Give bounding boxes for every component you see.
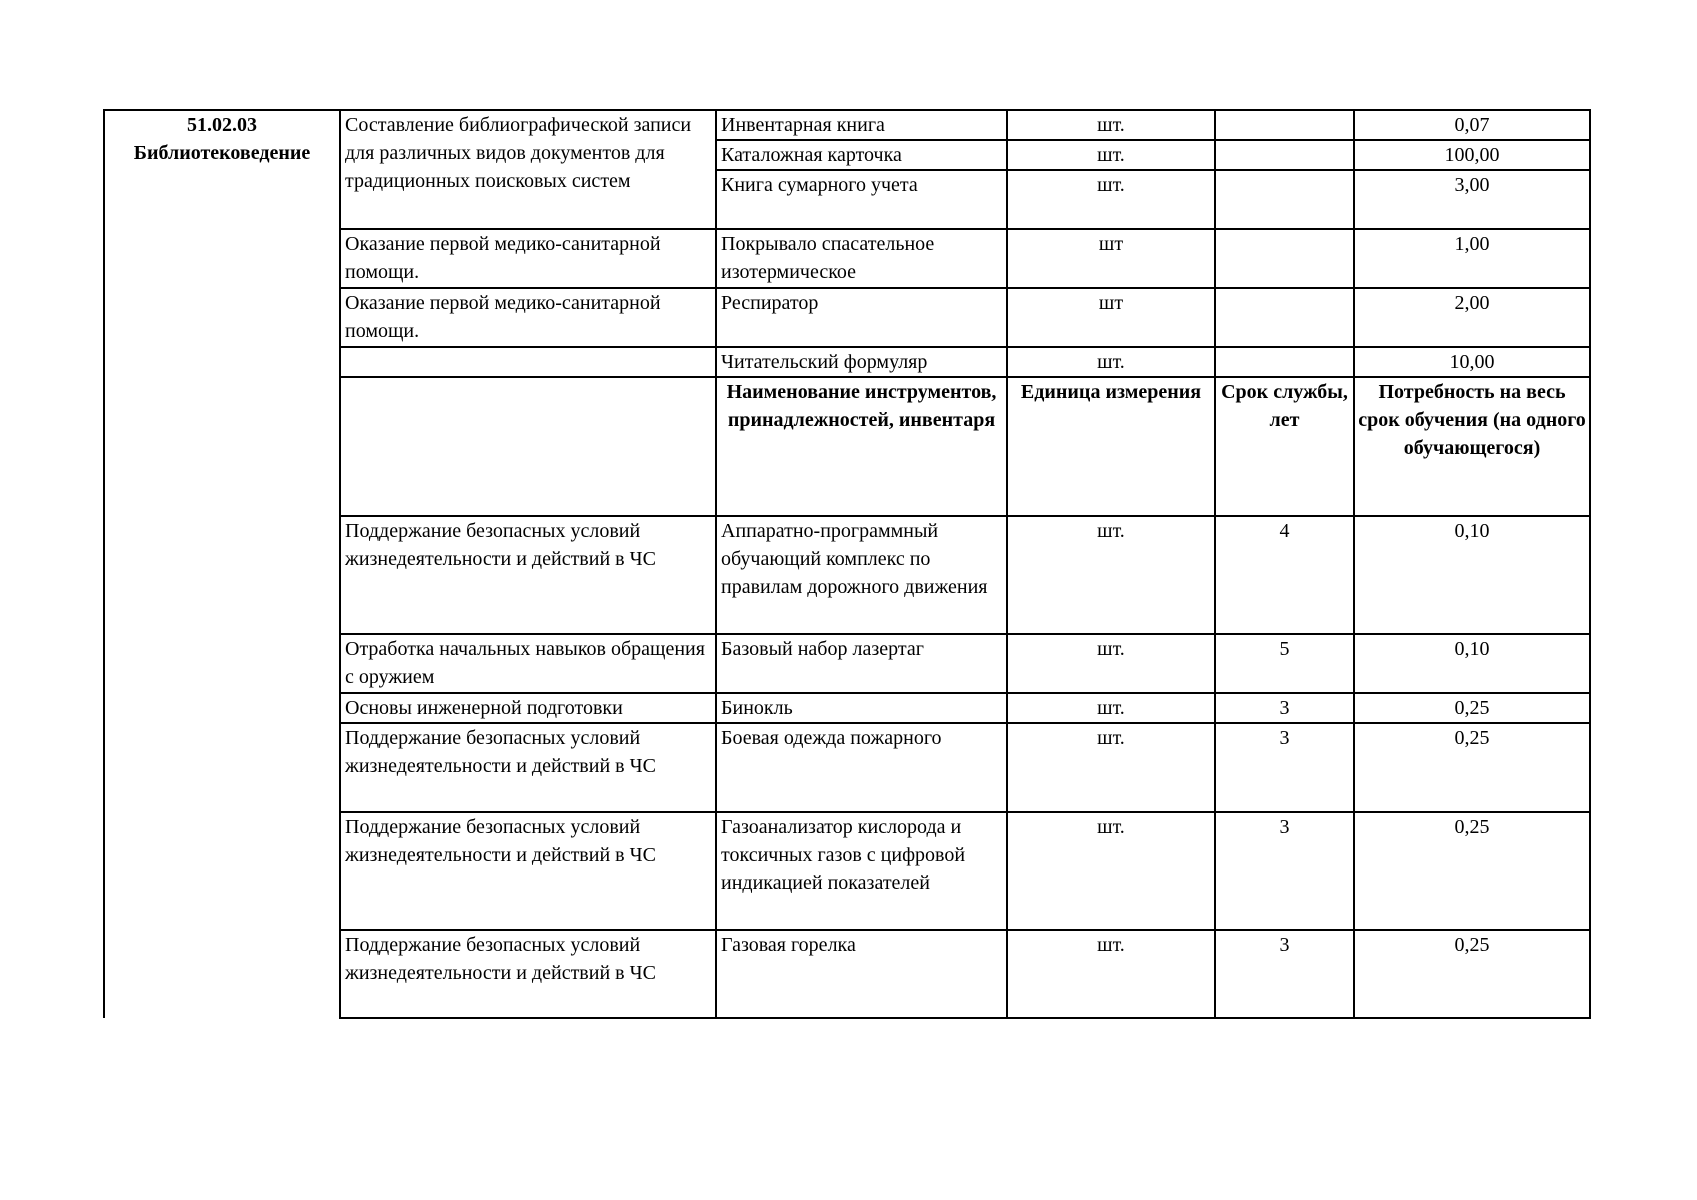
- item-cell: Газоанализатор кислорода и токсичных газов с цифровой индикацией показателей: [716, 812, 1007, 930]
- activity-cell: Составление библиографической записи для различных видов документов для традиционных поисковых систем: [340, 110, 716, 229]
- need-cell: 0,25: [1354, 812, 1590, 930]
- activity-cell: Оказание первой медико-санитарной помощи.: [340, 229, 716, 288]
- unit-cell: шт: [1007, 288, 1215, 347]
- need-cell: 0,25: [1354, 723, 1590, 812]
- table-row: [104, 110, 1590, 140]
- unit-cell: шт.: [1007, 634, 1215, 693]
- item-cell: Покрывало спасательное изотермическое: [716, 229, 1007, 288]
- life-cell: [1215, 347, 1354, 377]
- unit-cell: шт.: [1007, 693, 1215, 723]
- activity-cell: Поддержание безопасных условий жизнедеятельности и действий в ЧС: [340, 812, 716, 930]
- unit-cell: шт.: [1007, 930, 1215, 1018]
- header-need: Потребность на весь срок обучения (на одного обучающегося): [1354, 377, 1590, 516]
- specialty-code: 51.02.03: [187, 114, 257, 136]
- item-cell: Респиратор: [716, 288, 1007, 347]
- need-cell: 1,00: [1354, 229, 1590, 288]
- life-cell: 3: [1215, 693, 1354, 723]
- unit-cell: шт.: [1007, 170, 1215, 229]
- life-cell: 3: [1215, 930, 1354, 1018]
- need-cell: 0,25: [1354, 693, 1590, 723]
- life-cell: 3: [1215, 812, 1354, 930]
- item-cell: Базовый набор лазертаг: [716, 634, 1007, 693]
- need-cell: 100,00: [1354, 140, 1590, 170]
- specialty-cell: [104, 110, 340, 1018]
- unit-cell: шт.: [1007, 812, 1215, 930]
- item-cell: Аппаратно-программный обучающий комплекс по правилам дорожного движения: [716, 516, 1007, 634]
- activity-cell: Оказание первой медико-санитарной помощи.: [340, 288, 716, 347]
- header-empty-cell: [340, 377, 716, 516]
- life-cell: [1215, 229, 1354, 288]
- life-cell: 4: [1215, 516, 1354, 634]
- activity-cell: Отработка начальных навыков обращения с оружием: [340, 634, 716, 693]
- need-cell: 0,10: [1354, 634, 1590, 693]
- life-cell: [1215, 140, 1354, 170]
- header-life: Срок службы, лет: [1215, 377, 1354, 516]
- item-cell: Газовая горелка: [716, 930, 1007, 1018]
- activity-cell: Основы инженерной подготовки: [340, 693, 716, 723]
- item-cell: Инвентарная книга: [716, 110, 1007, 140]
- unit-cell: шт.: [1007, 516, 1215, 634]
- need-cell: 0,25: [1354, 930, 1590, 1018]
- need-cell: 0,07: [1354, 110, 1590, 140]
- activity-cell: Поддержание безопасных условий жизнедеятельности и действий в ЧС: [340, 930, 716, 1018]
- life-cell: 3: [1215, 723, 1354, 812]
- header-name: Наименование инструментов, принадлежностей, инвентаря: [716, 377, 1007, 516]
- life-cell: [1215, 288, 1354, 347]
- specialty-name: Библиотековедение: [133, 142, 311, 164]
- need-cell: 0,10: [1354, 516, 1590, 634]
- header-unit: Единица измерения: [1007, 377, 1215, 516]
- need-cell: 2,00: [1354, 288, 1590, 347]
- item-cell: Читательский формуляр: [716, 347, 1007, 377]
- life-cell: [1215, 170, 1354, 229]
- activity-cell: Поддержание безопасных условий жизнедеятельности и действий в ЧС: [340, 516, 716, 634]
- item-cell: Книга сумарного учета: [716, 170, 1007, 229]
- item-cell: Боевая одежда пожарного: [716, 723, 1007, 812]
- life-cell: 5: [1215, 634, 1354, 693]
- item-cell: Каталожная карточка: [716, 140, 1007, 170]
- need-cell: 3,00: [1354, 170, 1590, 229]
- unit-cell: шт: [1007, 229, 1215, 288]
- need-cell: 10,00: [1354, 347, 1590, 377]
- equipment-table: [103, 109, 1591, 1019]
- activity-cell: Поддержание безопасных условий жизнедеятельности и действий в ЧС: [340, 723, 716, 812]
- item-cell: Бинокль: [716, 693, 1007, 723]
- unit-cell: шт.: [1007, 723, 1215, 812]
- life-cell: [1215, 110, 1354, 140]
- unit-cell: шт.: [1007, 347, 1215, 377]
- activity-cell: [340, 347, 716, 377]
- unit-cell: шт.: [1007, 110, 1215, 140]
- unit-cell: шт.: [1007, 140, 1215, 170]
